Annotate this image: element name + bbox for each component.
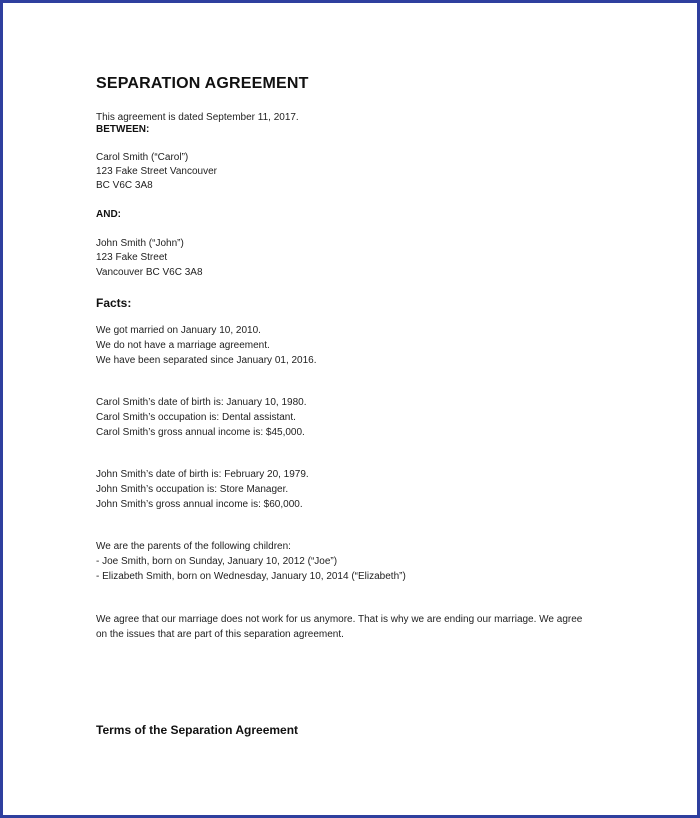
child-elizabeth: - Elizabeth Smith, born on Wednesday, January 10, 2014 (“Elizabeth”) — [96, 571, 406, 582]
and-label: AND: — [96, 209, 121, 220]
carol-dob: Carol Smith’s date of birth is: January 10, 1980. — [96, 397, 307, 408]
closing-paragraph: We agree that our marriage does not work for us anymore. That is why we are ending our marriage. We agree on the issues that are part of this separation agreement. — [96, 614, 583, 640]
party2-address-line2: Vancouver BC V6C 3A8 — [96, 267, 203, 278]
carol-occupation: Carol Smith’s occupation is: Dental assistant. — [96, 412, 296, 423]
party2-address-line1: 123 Fake Street — [96, 252, 168, 263]
dated-line: This agreement is dated September 11, 2017. — [96, 112, 299, 123]
john-dob: John Smith’s date of birth is: February 20, 1979. — [96, 469, 309, 480]
fact-separated: We have been separated since January 01, 2016. — [96, 355, 317, 366]
facts-heading: Facts: — [96, 296, 132, 310]
john-income: John Smith’s gross annual income is: $60,000. — [96, 499, 303, 510]
carol-income: Carol Smith’s gross annual income is: $45,000. — [96, 427, 305, 438]
document-title: SEPARATION AGREEMENT — [96, 75, 309, 92]
fact-no-agreement: We do not have a marriage agreement. — [96, 340, 270, 351]
party2-name: John Smith (“John”) — [96, 238, 184, 249]
children-intro: We are the parents of the following children: — [96, 541, 291, 552]
terms-heading: Terms of the Separation Agreement — [96, 723, 299, 737]
between-label: BETWEEN: — [96, 124, 150, 135]
party1-address-line1: 123 Fake Street Vancouver — [96, 166, 217, 177]
child-joe: - Joe Smith, born on Sunday, January 10, 2012 (“Joe”) — [96, 556, 338, 567]
party1-address-line2: BC V6C 3A8 — [96, 180, 153, 191]
john-occupation: John Smith’s occupation is: Store Manager. — [96, 484, 289, 495]
party1-name: Carol Smith (“Carol”) — [96, 152, 189, 163]
fact-married: We got married on January 10, 2010. — [96, 325, 261, 336]
